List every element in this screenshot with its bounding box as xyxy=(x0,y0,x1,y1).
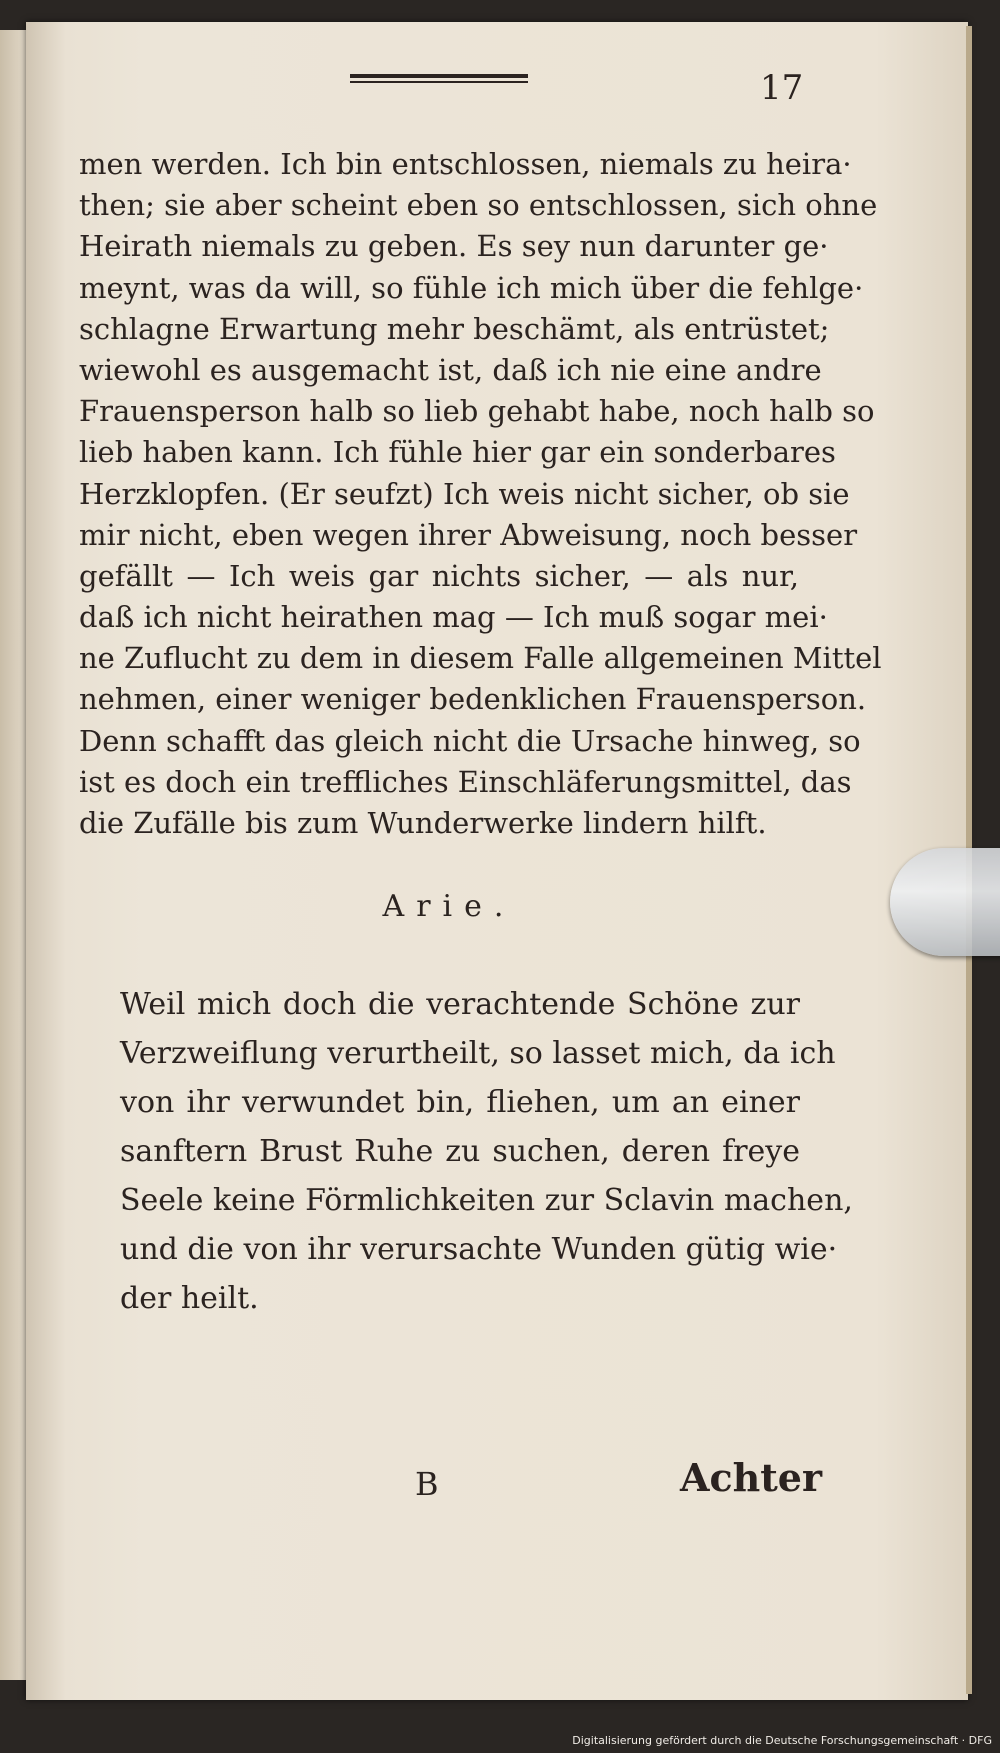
page-clip xyxy=(890,848,1000,956)
text-line: meynt, was da will, so fühle ich mich über die fehlge· xyxy=(79,270,864,305)
body-text xyxy=(79,144,882,924)
aria-line: sanftern Brust Ruhe zu suchen, deren freye xyxy=(120,1134,800,1169)
catchword: Achter xyxy=(680,1455,822,1500)
aria-line: Verzweiflung verurtheilt, so lasset mich, da ich xyxy=(120,1036,836,1071)
text-line: Denn schafft das gleich nicht die Ursache hinweg, so xyxy=(79,723,861,758)
text-line: daß ich nicht heirathen mag — Ich muß sogar mei· xyxy=(79,600,828,635)
text-line: lieb haben kann. Ich fühle hier gar ein sonderbares xyxy=(79,435,836,470)
page-number: 17 xyxy=(760,68,804,108)
text-line: ne Zuflucht zu dem in diesem Falle allgemeinen Mittel xyxy=(79,641,882,676)
text-line: Heirath niemals zu geben. Es sey nun darunter ge· xyxy=(79,229,829,264)
text-line: Frauensperson halb so lieb gehabt habe, noch halb so xyxy=(79,394,875,429)
text-line: ist es doch ein treffliches Einschläferungsmittel, das xyxy=(79,764,852,799)
text-line: gefällt — Ich weis gar nichts sicher, — als nur, xyxy=(79,558,799,593)
header-rule xyxy=(350,74,528,83)
aria-text xyxy=(120,980,853,1323)
signature-mark: B xyxy=(415,1465,439,1503)
digitization-credit: Digitalisierung gefördert durch die Deutsche Forschungsgemeinschaft · DFG xyxy=(572,1734,992,1747)
aria-line: und die von ihr verursachte Wunden gütig wie· xyxy=(120,1232,838,1267)
aria-line: Seele keine Förmlichkeiten zur Sclavin machen, xyxy=(120,1183,853,1218)
aria-line: von ihr verwundet bin, fliehen, um an einer xyxy=(120,1085,800,1120)
text-line: nehmen, einer weniger bedenklichen Frauensperson. xyxy=(79,682,867,717)
aria-line: Weil mich doch die verachtende Schöne zur xyxy=(120,987,800,1022)
section-heading: Arie. xyxy=(382,889,516,924)
text-line: men werden. Ich bin entschlossen, niemals zu heira· xyxy=(79,147,852,181)
text-line: Herzklopfen. (Er seufzt) Ich weis nicht sicher, ob sie xyxy=(79,476,850,511)
aria-line: der heilt. xyxy=(120,1281,259,1316)
text-line: schlagne Erwartung mehr beschämt, als entrüstet; xyxy=(79,311,830,346)
text-line: die Zufälle bis zum Wunderwerke lindern hilft. xyxy=(79,806,767,840)
text-line: wiewohl es ausgemacht ist, daß ich nie eine andre xyxy=(79,352,822,387)
text-line: then; sie aber scheint eben so entschlossen, sich ohne xyxy=(79,188,878,223)
text-line: mir nicht, eben wegen ihrer Abweisung, noch besser xyxy=(79,517,858,552)
